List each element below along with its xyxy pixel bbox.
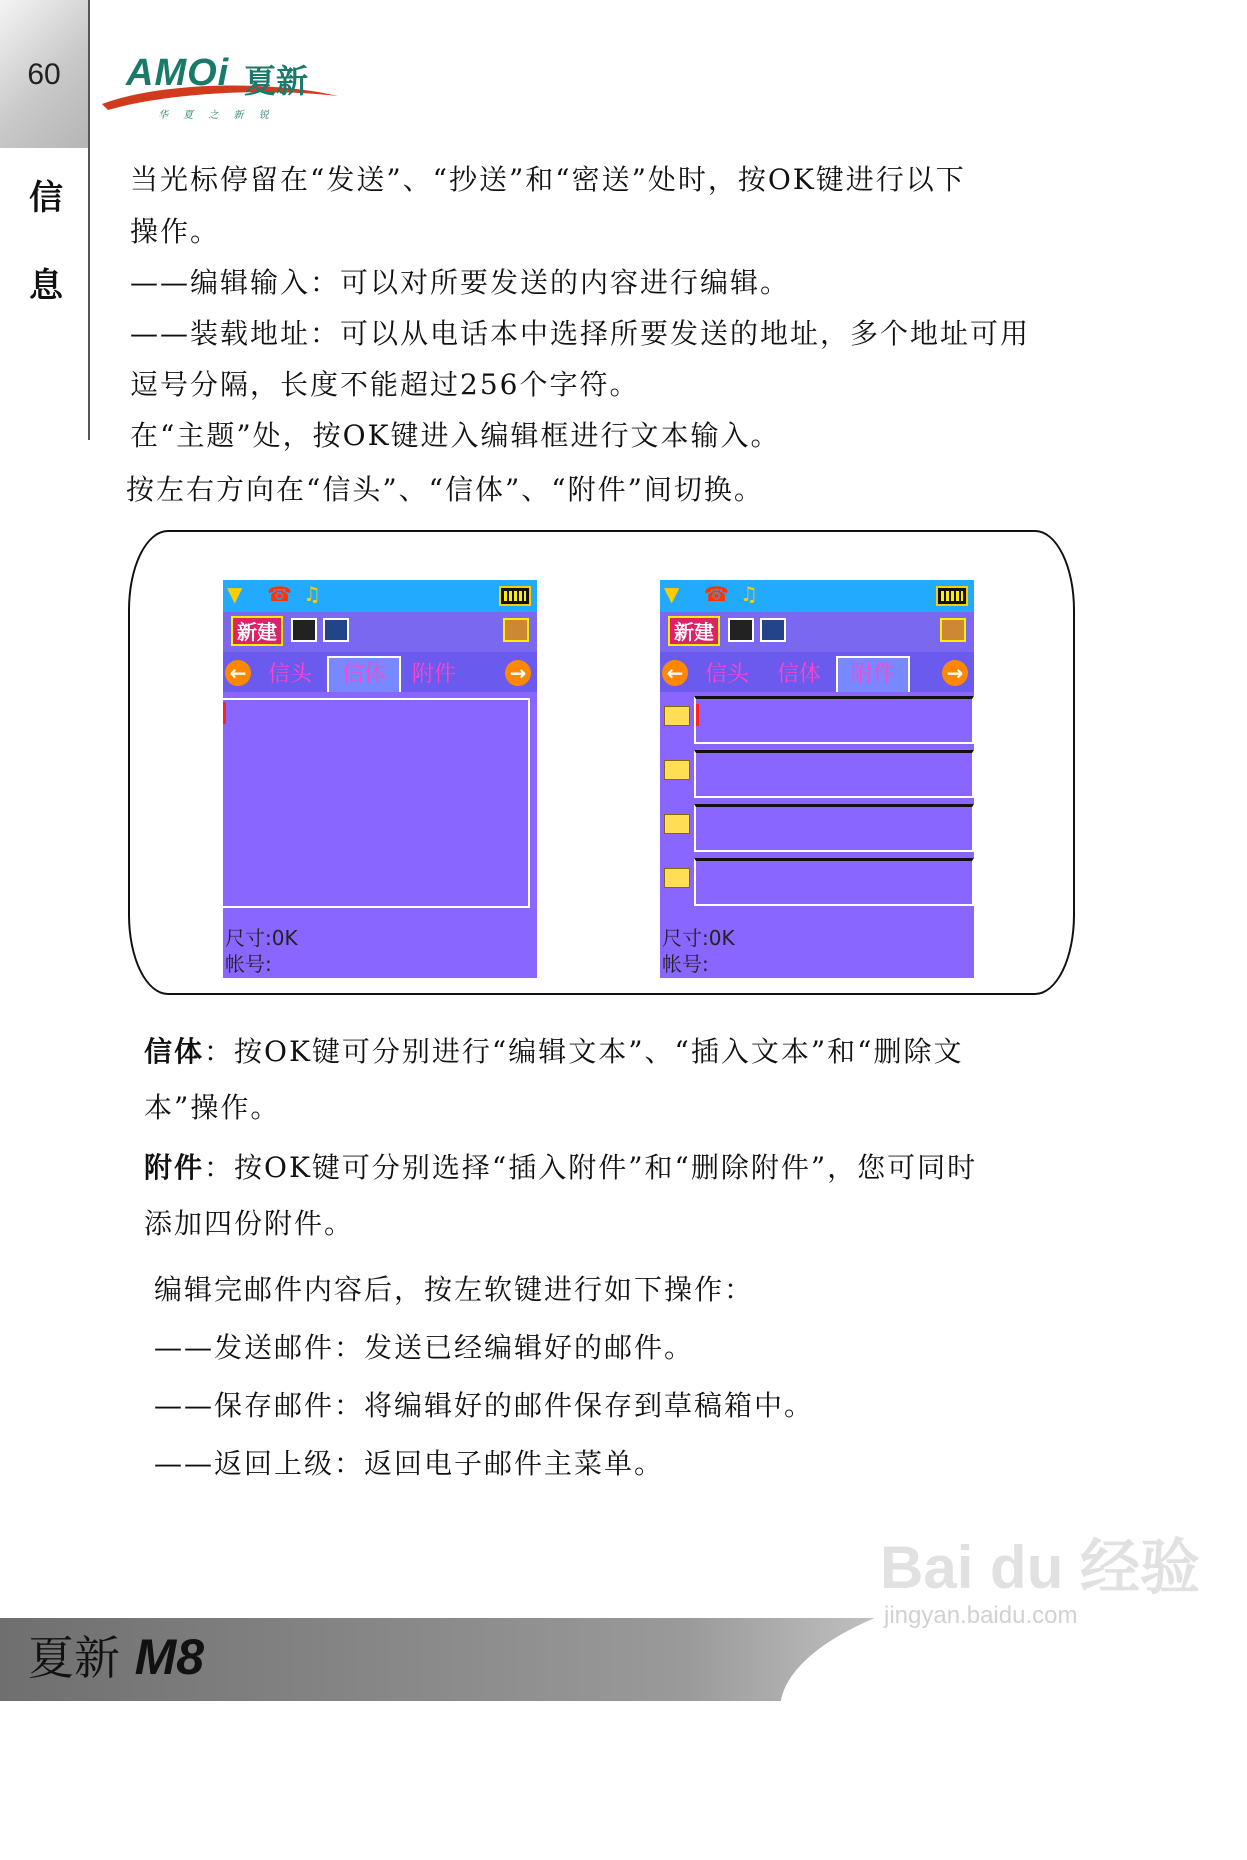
tab-bar — [660, 652, 974, 692]
logo-brand-cn: 夏新 — [244, 62, 309, 100]
text-cursor — [223, 702, 226, 724]
exit-icon[interactable] — [940, 618, 966, 642]
footer-title — [28, 1622, 204, 1688]
side-label-char-1: 信 — [29, 178, 63, 218]
body-paragraph-fujian — [144, 1142, 977, 1194]
arrow-left-icon[interactable]: ← — [662, 660, 688, 686]
body-line: ——装载地址：可以从电话本中选择所要发送的地址，多个地址可用 — [130, 317, 1031, 350]
toolbar — [660, 612, 974, 652]
tab-header[interactable]: 信头 — [267, 662, 312, 687]
body-line: ：按OK键可分别进行“编辑文本”、“插入文本”和“删除文 — [204, 1035, 964, 1068]
arrow-right-icon[interactable]: → — [942, 660, 968, 686]
save-icon[interactable] — [323, 618, 349, 642]
new-button[interactable]: 新建 — [668, 616, 720, 646]
attachment-envelope-icon — [664, 868, 690, 888]
attachment-envelope-icon — [664, 814, 690, 834]
body-line: 当光标停留在“发送”、“抄送”和“密送”处时，按OK键进行以下 — [130, 163, 966, 196]
body-line: ——返回上级：返回电子邮件主菜单。 — [154, 1447, 665, 1480]
battery-icon — [936, 586, 968, 606]
body-edit-box[interactable] — [223, 698, 530, 908]
attachment-slot[interactable] — [694, 696, 974, 744]
logo-slogan: 华 夏 之 新 锐 — [158, 110, 275, 121]
status-bar — [223, 580, 537, 612]
body-line: 逗号分隔，长度不能超过256个字符。 — [130, 368, 640, 401]
attachment-slot[interactable] — [694, 804, 974, 852]
body-line: 操作。 — [130, 215, 221, 248]
attachment-slot[interactable] — [694, 858, 974, 906]
phone-screen-attachment-tab — [660, 580, 974, 978]
footer-model: M8 — [134, 1629, 205, 1685]
term-fujian: 附件 — [144, 1151, 205, 1184]
signal-icon: ▼ — [664, 582, 680, 606]
save-icon[interactable] — [760, 618, 786, 642]
body-line: 编辑完邮件内容后，按左软键进行如下操作： — [154, 1273, 755, 1306]
body-line: ——保存邮件：将编辑好的邮件保存到草稿箱中。 — [154, 1389, 815, 1422]
film-icon[interactable] — [291, 618, 317, 642]
body-line: 添加四份附件。 — [144, 1207, 355, 1240]
text-cursor — [696, 704, 699, 726]
baidu-watermark-logo: Bai du 经验 — [880, 1534, 1201, 1601]
baidu-watermark-url: jingyan.baidu.com — [884, 1602, 1078, 1629]
tab-attachment[interactable]: 附件 — [836, 656, 910, 692]
toolbar — [223, 612, 537, 652]
tab-body[interactable]: 信体 — [776, 662, 821, 687]
page-number: 60 — [27, 58, 61, 91]
size-line: 尺寸:0K — [225, 926, 298, 950]
side-divider — [88, 0, 90, 440]
arrow-left-icon[interactable]: ← — [225, 660, 251, 686]
music-icon: ♫ — [740, 582, 758, 606]
body-line: ——发送邮件：发送已经编辑好的邮件。 — [154, 1331, 695, 1364]
body-line: ——编辑输入：可以对所要发送的内容进行编辑。 — [130, 266, 791, 299]
music-icon: ♫ — [303, 582, 321, 606]
phone-icon: ☎ — [704, 582, 729, 606]
tab-header[interactable]: 信头 — [704, 662, 749, 687]
attachment-envelope-icon — [664, 706, 690, 726]
phone-screen-body-tab — [223, 580, 537, 978]
body-line: 本”操作。 — [144, 1091, 281, 1124]
account-line: 帐号: — [225, 952, 272, 976]
battery-icon — [499, 586, 531, 606]
film-icon[interactable] — [728, 618, 754, 642]
body-line: 按左右方向在“信头”、“信体”、“附件”间切换。 — [126, 473, 764, 506]
exit-icon[interactable] — [503, 618, 529, 642]
arrow-right-icon[interactable]: → — [505, 660, 531, 686]
footer-brand: 夏新 — [28, 1631, 120, 1685]
size-line: 尺寸:0K — [662, 926, 735, 950]
body-line: 在“主题”处，按OK键进入编辑框进行文本输入。 — [130, 419, 781, 452]
side-label-char-2: 息 — [29, 266, 63, 306]
attachment-slot[interactable] — [694, 750, 974, 798]
signal-icon: ▼ — [227, 582, 243, 606]
body-line: ：按OK键可分别选择“插入附件”和“删除附件”，您可同时 — [204, 1151, 978, 1184]
attachment-envelope-icon — [664, 760, 690, 780]
logo-brand: AMOi — [126, 52, 230, 94]
term-xinti: 信体 — [144, 1035, 205, 1068]
tab-attachment[interactable]: 附件 — [411, 662, 456, 687]
new-button[interactable]: 新建 — [231, 616, 283, 646]
account-line: 帐号: — [662, 952, 709, 976]
phone-icon: ☎ — [267, 582, 292, 606]
tab-bar — [223, 652, 537, 692]
status-bar — [660, 580, 974, 612]
body-paragraph-xinti — [144, 1026, 963, 1078]
tab-body[interactable]: 信体 — [327, 656, 401, 692]
